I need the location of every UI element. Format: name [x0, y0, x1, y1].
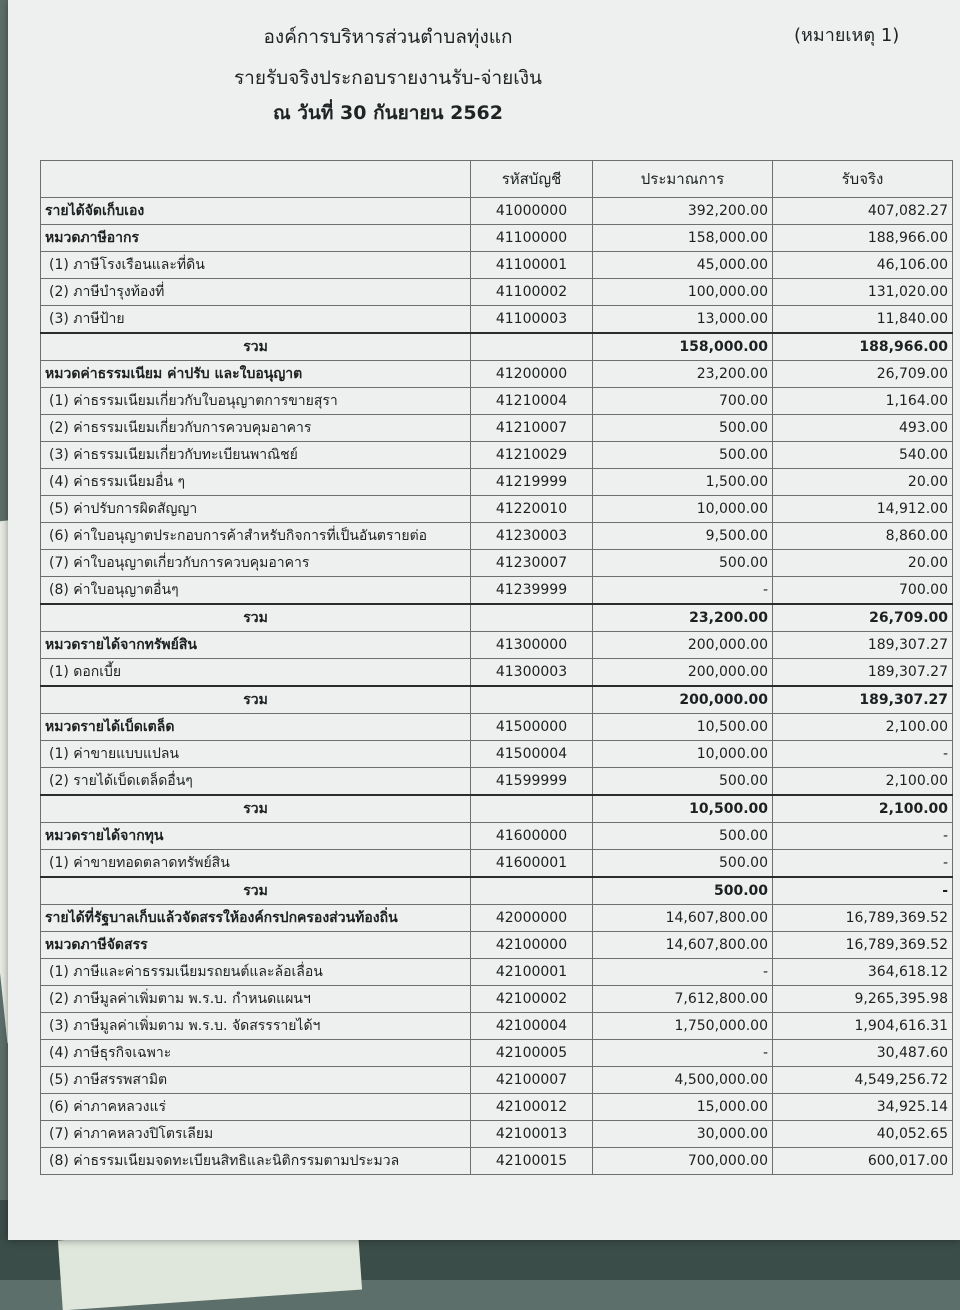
row-name: (2) ค่าธรรมเนียมเกี่ยวกับการควบคุมอาคาร	[41, 415, 471, 442]
row-actual: 4,549,256.72	[773, 1067, 953, 1094]
row-budget: 1,750,000.00	[593, 1013, 773, 1040]
row-budget: 392,200.00	[593, 198, 773, 225]
row-budget: 10,500.00	[593, 714, 773, 741]
header-code: รหัสบัญชี	[471, 161, 593, 198]
row-code: 41200000	[471, 361, 593, 388]
row-actual: 188,966.00	[773, 225, 953, 252]
row-name: รวม	[41, 877, 471, 905]
table-body	[41, 198, 953, 1175]
row-actual: 364,618.12	[773, 959, 953, 986]
header-actual: รับจริง	[773, 161, 953, 198]
row-budget: 200,000.00	[593, 632, 773, 659]
total-row	[41, 877, 953, 905]
row-actual: 131,020.00	[773, 279, 953, 306]
row-code: 41600000	[471, 823, 593, 850]
row-name: (4) ภาษีธุรกิจเฉพาะ	[41, 1040, 471, 1067]
row-actual: 8,860.00	[773, 523, 953, 550]
row-budget: 4,500,000.00	[593, 1067, 773, 1094]
row-budget: 200,000.00	[593, 686, 773, 714]
row-name: (5) ค่าปรับการผิดสัญญา	[41, 496, 471, 523]
table-row	[41, 1121, 953, 1148]
row-name: (3) ภาษีป้าย	[41, 306, 471, 334]
table-row	[41, 577, 953, 605]
table-header-row	[41, 161, 953, 198]
table-row	[41, 1148, 953, 1175]
row-name: หมวดภาษีจัดสรร	[41, 932, 471, 959]
row-budget: 45,000.00	[593, 252, 773, 279]
row-code: 41300000	[471, 632, 593, 659]
header-budget: ประมาณการ	[593, 161, 773, 198]
revenue-table	[40, 160, 953, 1175]
row-name: (1) ค่าขายทอดตลาดทรัพย์สิน	[41, 850, 471, 878]
table-row	[41, 469, 953, 496]
row-name: (2) ภาษีบำรุงท้องที่	[41, 279, 471, 306]
row-code: 42100004	[471, 1013, 593, 1040]
row-code: 41219999	[471, 469, 593, 496]
row-code	[471, 795, 593, 823]
table-row	[41, 523, 953, 550]
row-code: 41210029	[471, 442, 593, 469]
category-row	[41, 198, 953, 225]
row-name: รวม	[41, 795, 471, 823]
table-row	[41, 850, 953, 878]
row-code: 42100001	[471, 959, 593, 986]
row-code	[471, 686, 593, 714]
row-actual: 20.00	[773, 469, 953, 496]
row-actual: 34,925.14	[773, 1094, 953, 1121]
row-actual: 30,487.60	[773, 1040, 953, 1067]
row-budget: 14,607,800.00	[593, 905, 773, 932]
row-actual: 1,904,616.31	[773, 1013, 953, 1040]
row-name: รวม	[41, 686, 471, 714]
row-name: (8) ค่าธรรมเนียมจดทะเบียนสิทธิและนิติกรรมตามประมวล	[41, 1148, 471, 1175]
row-actual: 188,966.00	[773, 333, 953, 361]
row-actual: 2,100.00	[773, 768, 953, 796]
row-code: 41600001	[471, 850, 593, 878]
row-budget: 500.00	[593, 877, 773, 905]
table-row	[41, 1013, 953, 1040]
category-row	[41, 632, 953, 659]
table-row	[41, 279, 953, 306]
row-budget: 200,000.00	[593, 659, 773, 687]
row-name: (1) ค่าขายแบบแปลน	[41, 741, 471, 768]
row-actual: 20.00	[773, 550, 953, 577]
row-code: 41230007	[471, 550, 593, 577]
row-name: (5) ภาษีสรรพสามิต	[41, 1067, 471, 1094]
document-page	[8, 0, 960, 1240]
row-budget: 700,000.00	[593, 1148, 773, 1175]
row-actual: -	[773, 741, 953, 768]
row-name: หมวดรายได้จากทรัพย์สิน	[41, 632, 471, 659]
row-name: หมวดภาษีอากร	[41, 225, 471, 252]
table-row	[41, 415, 953, 442]
row-code: 41100003	[471, 306, 593, 334]
row-budget: 1,500.00	[593, 469, 773, 496]
total-row	[41, 795, 953, 823]
row-code: 42100002	[471, 986, 593, 1013]
row-code	[471, 877, 593, 905]
row-actual: 16,789,369.52	[773, 932, 953, 959]
row-actual: 26,709.00	[773, 604, 953, 632]
row-budget: 500.00	[593, 550, 773, 577]
row-budget: 100,000.00	[593, 279, 773, 306]
table-row	[41, 1067, 953, 1094]
row-name: (6) ค่าใบอนุญาตประกอบการค้าสำหรับกิจการที่เป็นอันตรายต่อ	[41, 523, 471, 550]
row-actual: 493.00	[773, 415, 953, 442]
row-actual: 189,307.27	[773, 659, 953, 687]
total-row	[41, 333, 953, 361]
row-budget: 14,607,800.00	[593, 932, 773, 959]
row-name: รวม	[41, 604, 471, 632]
row-actual: 11,840.00	[773, 306, 953, 334]
row-budget: 500.00	[593, 850, 773, 878]
row-code: 42100012	[471, 1094, 593, 1121]
row-budget: 158,000.00	[593, 333, 773, 361]
table-row	[41, 1094, 953, 1121]
row-code: 42100015	[471, 1148, 593, 1175]
row-code: 41210007	[471, 415, 593, 442]
table-row	[41, 496, 953, 523]
row-actual: 26,709.00	[773, 361, 953, 388]
category-row	[41, 932, 953, 959]
row-code: 41210004	[471, 388, 593, 415]
row-budget: 7,612,800.00	[593, 986, 773, 1013]
row-name: รายได้จัดเก็บเอง	[41, 198, 471, 225]
row-budget: 15,000.00	[593, 1094, 773, 1121]
row-code: 42000000	[471, 905, 593, 932]
category-row	[41, 823, 953, 850]
row-name: (4) ค่าธรรมเนียมอื่น ๆ	[41, 469, 471, 496]
category-row	[41, 361, 953, 388]
table-row	[41, 550, 953, 577]
row-name: รวม	[41, 333, 471, 361]
row-actual: 14,912.00	[773, 496, 953, 523]
row-name: (7) ค่าภาคหลวงปิโตรเลียม	[41, 1121, 471, 1148]
category-row	[41, 714, 953, 741]
row-code: 41100002	[471, 279, 593, 306]
row-budget: 700.00	[593, 388, 773, 415]
table-row	[41, 442, 953, 469]
row-name: หมวดรายได้จากทุน	[41, 823, 471, 850]
total-row	[41, 604, 953, 632]
report-date: ณ วันที่ 30 กันยายน 2562	[272, 102, 503, 124]
row-name: (3) ค่าธรรมเนียมเกี่ยวกับทะเบียนพาณิชย์	[41, 442, 471, 469]
row-code: 41599999	[471, 768, 593, 796]
row-name: (1) ภาษีและค่าธรรมเนียมรถยนต์และล้อเลื่อน	[41, 959, 471, 986]
row-budget: 13,000.00	[593, 306, 773, 334]
row-actual: 600,017.00	[773, 1148, 953, 1175]
row-budget: 23,200.00	[593, 361, 773, 388]
row-name: (8) ค่าใบอนุญาตอื่นๆ	[41, 577, 471, 605]
row-budget: 158,000.00	[593, 225, 773, 252]
row-code: 41230003	[471, 523, 593, 550]
row-code: 41500000	[471, 714, 593, 741]
row-budget: 500.00	[593, 415, 773, 442]
row-actual: 9,265,395.98	[773, 986, 953, 1013]
row-budget: 500.00	[593, 442, 773, 469]
row-code: 41100001	[471, 252, 593, 279]
row-code: 42100013	[471, 1121, 593, 1148]
row-budget: -	[593, 1040, 773, 1067]
row-code: 41000000	[471, 198, 593, 225]
row-budget: 23,200.00	[593, 604, 773, 632]
row-name: หมวดค่าธรรมเนียม ค่าปรับ และใบอนุญาต	[41, 361, 471, 388]
table-row	[41, 959, 953, 986]
row-code: 41239999	[471, 577, 593, 605]
row-name: (2) รายได้เบ็ดเตล็ดอื่นๆ	[41, 768, 471, 796]
row-name: (2) ภาษีมูลค่าเพิ่มตาม พ.ร.บ. กำหนดแผนฯ	[41, 986, 471, 1013]
row-actual: -	[773, 850, 953, 878]
row-budget: -	[593, 577, 773, 605]
row-code: 42100005	[471, 1040, 593, 1067]
row-budget: 500.00	[593, 823, 773, 850]
row-actual: 40,052.65	[773, 1121, 953, 1148]
row-actual: 16,789,369.52	[773, 905, 953, 932]
row-code: 41220010	[471, 496, 593, 523]
row-name: (1) ค่าธรรมเนียมเกี่ยวกับใบอนุญาตการขายสุรา	[41, 388, 471, 415]
row-budget: 10,000.00	[593, 496, 773, 523]
table-row	[41, 768, 953, 796]
row-name: (6) ค่าภาคหลวงแร่	[41, 1094, 471, 1121]
table-row	[41, 306, 953, 334]
row-budget: 9,500.00	[593, 523, 773, 550]
table-row	[41, 1040, 953, 1067]
row-budget: 10,000.00	[593, 741, 773, 768]
table-row	[41, 252, 953, 279]
row-code	[471, 604, 593, 632]
report-subtitle: รายรับจริงประกอบรายงานรับ-จ่ายเงิน	[233, 67, 543, 89]
row-actual: -	[773, 823, 953, 850]
table-row	[41, 741, 953, 768]
row-actual: 46,106.00	[773, 252, 953, 279]
row-budget: -	[593, 959, 773, 986]
row-budget: 10,500.00	[593, 795, 773, 823]
row-name: (1) ดอกเบี้ย	[41, 659, 471, 687]
note-label: (หมายเหตุ 1)	[794, 25, 900, 46]
row-actual: 540.00	[773, 442, 953, 469]
row-budget: 500.00	[593, 768, 773, 796]
row-code: 41100000	[471, 225, 593, 252]
category-row	[41, 905, 953, 932]
row-actual: 2,100.00	[773, 714, 953, 741]
row-name: (7) ค่าใบอนุญาตเกี่ยวกับการควบคุมอาคาร	[41, 550, 471, 577]
row-code: 42100000	[471, 932, 593, 959]
row-actual: -	[773, 877, 953, 905]
row-name: (1) ภาษีโรงเรือนและที่ดิน	[41, 252, 471, 279]
row-code: 42100007	[471, 1067, 593, 1094]
row-code: 41300003	[471, 659, 593, 687]
row-actual: 2,100.00	[773, 795, 953, 823]
row-name: หมวดรายได้เบ็ดเตล็ด	[41, 714, 471, 741]
row-actual: 189,307.27	[773, 632, 953, 659]
table-row	[41, 388, 953, 415]
row-actual: 407,082.27	[773, 198, 953, 225]
org-title: องค์การบริหารส่วนตำบลทุ่งแก	[263, 26, 513, 48]
row-name: (3) ภาษีมูลค่าเพิ่มตาม พ.ร.บ. จัดสรรรายได้ฯ	[41, 1013, 471, 1040]
header-name	[41, 161, 471, 198]
row-name: รายได้ที่รัฐบาลเก็บแล้วจัดสรรให้องค์กรปกครองส่วนท้องถิ่น	[41, 905, 471, 932]
category-row	[41, 225, 953, 252]
row-code: 41500004	[471, 741, 593, 768]
table-row	[41, 986, 953, 1013]
row-budget: 30,000.00	[593, 1121, 773, 1148]
row-code	[471, 333, 593, 361]
table-row	[41, 659, 953, 687]
total-row	[41, 686, 953, 714]
row-actual: 700.00	[773, 577, 953, 605]
row-actual: 189,307.27	[773, 686, 953, 714]
row-actual: 1,164.00	[773, 388, 953, 415]
